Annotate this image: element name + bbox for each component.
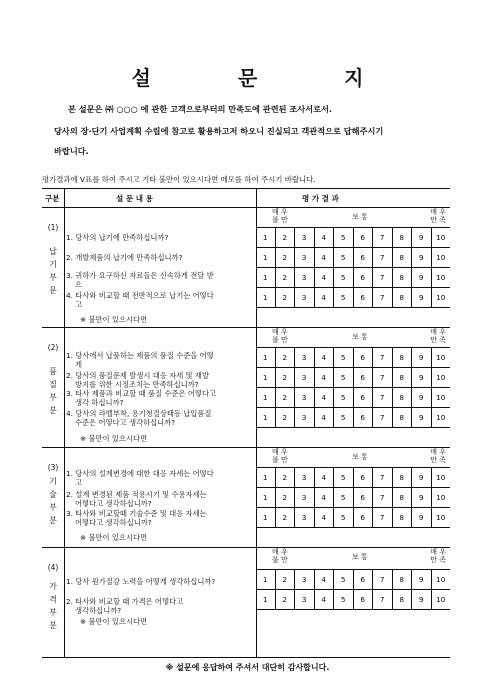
- rating-option-9[interactable]: 9: [411, 268, 431, 287]
- question-line: 2. 개발제품의 납기에 만족하십니까?: [66, 253, 183, 262]
- rating-option-3[interactable]: 3: [294, 408, 314, 427]
- rating-option-10[interactable]: 10: [431, 288, 451, 307]
- rating-option-1[interactable]: 1: [262, 413, 268, 422]
- question-line: 1. 당사 원가절감 노력을 어떻게 생각하십니까?: [66, 577, 216, 586]
- rating-option-1[interactable]: 1: [262, 513, 268, 522]
- rating-option-4[interactable]: 4: [314, 488, 334, 507]
- rating-option-3[interactable]: 3: [294, 368, 314, 387]
- rating-option-9[interactable]: 9: [411, 590, 431, 609]
- rating-option-1[interactable]: 1: [262, 273, 268, 282]
- rating-option-9[interactable]: 9: [411, 468, 431, 487]
- rating-option-4[interactable]: 4: [314, 388, 334, 407]
- rating-option-2[interactable]: 2: [275, 488, 295, 507]
- rating-option-5[interactable]: 5: [333, 248, 353, 267]
- section-name: [42, 580, 64, 632]
- rating-option-1[interactable]: 1: [262, 393, 268, 402]
- rating-option-4[interactable]: 4: [314, 348, 334, 367]
- scale-high-2: 만 족: [430, 336, 446, 344]
- rating-option-3[interactable]: 3: [294, 508, 314, 527]
- rating-option-8[interactable]: 8: [392, 570, 412, 589]
- rating-row: [256, 467, 450, 487]
- question-text: [66, 371, 254, 389]
- rating-option-9[interactable]: 9: [411, 408, 431, 427]
- question-line: 으: [75, 280, 83, 289]
- scale-high-label: [430, 448, 446, 464]
- question-line: 1. 당사의 납기에 만족하십니까?: [66, 233, 169, 242]
- rating-option-6[interactable]: 6: [353, 570, 373, 589]
- rating-option-6[interactable]: 6: [353, 248, 373, 267]
- rating-option-5[interactable]: 5: [333, 388, 353, 407]
- question-text: [66, 389, 254, 407]
- header-content: 설 문 내 용: [116, 194, 153, 203]
- question-line: 1. 당사의 설계변경에 대한 대응 자세는 어떻다: [66, 469, 214, 478]
- rating-option-8[interactable]: 8: [392, 368, 412, 387]
- section-2: [42, 327, 450, 448]
- scale-header: [256, 547, 450, 567]
- section-name-char: 부: [49, 273, 57, 282]
- section-3: [42, 447, 450, 548]
- scale-high-1: 매 우: [430, 208, 446, 216]
- question-text: [66, 490, 254, 508]
- rating-option-1[interactable]: 1: [262, 595, 268, 604]
- section-name-char: 부: [49, 393, 57, 402]
- rating-option-4[interactable]: 4: [314, 268, 334, 287]
- rating-option-7[interactable]: 7: [372, 590, 392, 609]
- rating-option-8[interactable]: 8: [392, 408, 412, 427]
- complaint-note: ※ 불만이 있으시다면: [80, 617, 148, 626]
- rating-option-3[interactable]: 3: [294, 570, 314, 589]
- question-line: 어떻다고 생각하십니까?: [75, 499, 152, 508]
- scale-mid-label: 보 통: [352, 213, 368, 221]
- rating-option-2[interactable]: 2: [275, 508, 295, 527]
- rating-row: [256, 589, 450, 610]
- column-divider-2: [256, 189, 257, 657]
- question-line: 생각 하십니까?: [75, 398, 124, 407]
- complaint-note: ※ 불만이 있으시다면: [80, 315, 148, 324]
- rating-option-10[interactable]: 10: [431, 570, 451, 589]
- question-text: [66, 577, 254, 586]
- rating-option-7[interactable]: 7: [372, 468, 392, 487]
- section-name-char: 부: [49, 608, 57, 617]
- question-text: [66, 409, 254, 427]
- scale-low-label: [272, 448, 288, 464]
- rating-option-10[interactable]: 10: [431, 268, 451, 287]
- section-name: [42, 475, 64, 527]
- scale-low-1: 매 우: [272, 208, 288, 216]
- section-number: (4): [47, 563, 59, 572]
- scale-low-2: 불 만: [272, 336, 288, 344]
- rating-row: [256, 347, 450, 367]
- rating-option-2[interactable]: 2: [275, 468, 295, 487]
- question-line: 2. 당사의 품질문제 발생시 대응 자세 및 재발: [66, 371, 210, 380]
- scale-high-2: 만 족: [430, 456, 446, 464]
- scale-low-label: [272, 328, 288, 344]
- question-text: [66, 271, 254, 289]
- scale-low-label: [272, 548, 288, 564]
- section-1: [42, 207, 450, 328]
- question-line: 3. 타사 제품과 비교할 때 품질 수준은 어떻다고: [66, 389, 217, 398]
- rating-row: [256, 487, 450, 507]
- survey-table: [42, 188, 450, 658]
- scale-low-1: 매 우: [272, 448, 288, 456]
- section-name-char: 문: [49, 286, 57, 295]
- rating-option-6[interactable]: 6: [353, 348, 373, 367]
- scale-low-2: 불 만: [272, 456, 288, 464]
- question-line: 게: [75, 360, 83, 369]
- question-line: 수준은 어떻다고 생각하십니까?: [75, 418, 176, 427]
- scale-high-label: [430, 208, 446, 224]
- rating-option-1[interactable]: 1: [262, 293, 268, 302]
- rating-option-2[interactable]: 2: [275, 248, 295, 267]
- rating-option-9[interactable]: 9: [411, 570, 431, 589]
- rating-option-8[interactable]: 8: [392, 388, 412, 407]
- rating-row: [256, 247, 450, 267]
- rating-option-5[interactable]: 5: [333, 268, 353, 287]
- rating-option-9[interactable]: 9: [411, 368, 431, 387]
- rating-option-5[interactable]: 5: [333, 288, 353, 307]
- rating-option-9[interactable]: 9: [411, 388, 431, 407]
- rating-option-10[interactable]: 10: [431, 388, 451, 407]
- question-line: 고: [75, 478, 83, 487]
- rating-option-7[interactable]: 7: [372, 508, 392, 527]
- rating-option-1[interactable]: 1: [262, 353, 268, 362]
- rating-option-3[interactable]: 3: [294, 348, 314, 367]
- rating-option-1[interactable]: 1: [262, 373, 268, 382]
- intro-line-3: 바랍니다.: [54, 146, 89, 156]
- rating-option-7[interactable]: 7: [372, 368, 392, 387]
- question-text: [66, 469, 254, 487]
- rating-option-6[interactable]: 6: [353, 508, 373, 527]
- rating-option-4[interactable]: 4: [314, 570, 334, 589]
- scale-high-2: 만 족: [430, 216, 446, 224]
- rating-row: [256, 569, 450, 589]
- rating-option-7[interactable]: 7: [372, 268, 392, 287]
- rating-option-7[interactable]: 7: [372, 488, 392, 507]
- rating-option-8[interactable]: 8: [392, 228, 412, 247]
- section-number: (1): [47, 223, 59, 232]
- section-4: [42, 547, 450, 658]
- rating-row: [256, 507, 450, 528]
- rating-option-9[interactable]: 9: [411, 508, 431, 527]
- rating-option-3[interactable]: 3: [294, 388, 314, 407]
- rating-option-7[interactable]: 7: [372, 288, 392, 307]
- section-name-char: 가: [49, 582, 57, 591]
- question-line: 어떻다고 생각하십니까?: [75, 518, 152, 527]
- rating-option-4[interactable]: 4: [314, 248, 334, 267]
- intro-line-1: 본 설문은 ㈜ ○○○ 에 관한 고객으로부터의 만족도에 관련된 조사서로서.: [68, 104, 333, 114]
- scale-header: [256, 447, 450, 467]
- page-title: 설 문 지: [131, 66, 404, 90]
- section-name-char: 술: [49, 490, 57, 499]
- question-text: [66, 351, 254, 369]
- question-line: 생각하십니까?: [75, 606, 122, 615]
- rating-option-10[interactable]: 10: [431, 508, 451, 527]
- rating-row: [256, 367, 450, 387]
- column-divider-1: [64, 189, 65, 657]
- rating-row: [256, 227, 450, 247]
- rating-option-6[interactable]: 6: [353, 268, 373, 287]
- rating-option-10[interactable]: 10: [431, 248, 451, 267]
- rating-option-4[interactable]: 4: [314, 468, 334, 487]
- question-line: 방지를 위한 시정조치는 만족하십니까?: [75, 380, 199, 389]
- rating-option-5[interactable]: 5: [333, 508, 353, 527]
- scale-header: [256, 207, 450, 227]
- section-name-char: 분: [49, 516, 57, 525]
- rating-option-10[interactable]: 10: [431, 590, 451, 609]
- rating-option-2[interactable]: 2: [275, 368, 295, 387]
- section-name-char: 기: [49, 260, 57, 269]
- rating-option-3[interactable]: 3: [294, 248, 314, 267]
- intro-line-2: 당사의 장·단기 사업계획 수립에 참고로 활용하고저 하오니 진실되고 객관적으로 답해주시기: [54, 126, 384, 136]
- rating-option-8[interactable]: 8: [392, 268, 412, 287]
- question-text: [66, 509, 254, 527]
- rating-option-3[interactable]: 3: [294, 488, 314, 507]
- rating-option-10[interactable]: 10: [431, 228, 451, 247]
- rating-option-10[interactable]: 10: [431, 348, 451, 367]
- question-line: 4. 당사의 라벨부착, 용기청결상태등 납입품질: [66, 409, 212, 418]
- scale-low-label: [272, 208, 288, 224]
- scale-low-1: 매 우: [272, 328, 288, 336]
- rating-option-2[interactable]: 2: [275, 388, 295, 407]
- rating-option-10[interactable]: 10: [431, 408, 451, 427]
- rating-option-5[interactable]: 5: [333, 488, 353, 507]
- scale-mid-label: 보 통: [352, 453, 368, 461]
- rating-option-2[interactable]: 2: [275, 288, 295, 307]
- rating-option-2[interactable]: 2: [275, 590, 295, 609]
- scale-mid-label: 보 통: [352, 553, 368, 561]
- complaint-note: ※ 불만이 있으시다면: [80, 533, 148, 542]
- rating-option-5[interactable]: 5: [333, 468, 353, 487]
- rating-option-5[interactable]: 5: [333, 348, 353, 367]
- scale-header: [256, 327, 450, 347]
- header-category: 구분: [45, 194, 60, 203]
- scale-low-1: 매 우: [272, 548, 288, 556]
- section-name-char: 품: [49, 367, 57, 376]
- footer-thanks: ※ 설문에 응답하여 주셔서 대단히 감사합니다.: [165, 663, 330, 672]
- section-name-char: 부: [49, 503, 57, 512]
- rating-option-6[interactable]: 6: [353, 228, 373, 247]
- section-name-char: 분: [49, 406, 57, 415]
- rating-option-4[interactable]: 4: [314, 368, 334, 387]
- question-line: 3. 타사와 비교할때 기술수준 및 대응 자세는: [66, 509, 207, 518]
- rating-option-3[interactable]: 3: [294, 288, 314, 307]
- rating-option-4[interactable]: 4: [314, 288, 334, 307]
- question-text: [66, 291, 254, 309]
- rating-option-4[interactable]: 4: [314, 590, 334, 609]
- section-name: [42, 245, 64, 297]
- section-number: (3): [47, 463, 59, 472]
- header-evaluation: 평 가 결 과: [302, 194, 339, 203]
- rating-option-8[interactable]: 8: [392, 488, 412, 507]
- rating-option-3[interactable]: 3: [294, 590, 314, 609]
- rating-option-5[interactable]: 5: [333, 228, 353, 247]
- section-number: (2): [47, 343, 59, 352]
- rating-option-9[interactable]: 9: [411, 348, 431, 367]
- rating-option-1[interactable]: 1: [262, 493, 268, 502]
- rating-option-3[interactable]: 3: [294, 228, 314, 247]
- section-name-char: 납: [49, 247, 57, 256]
- rating-option-3[interactable]: 3: [294, 268, 314, 287]
- rating-option-2[interactable]: 2: [275, 570, 295, 589]
- rating-option-9[interactable]: 9: [411, 248, 431, 267]
- scale-high-label: [430, 548, 446, 564]
- rating-option-7[interactable]: 7: [372, 348, 392, 367]
- rating-row: [256, 267, 450, 287]
- rating-option-6[interactable]: 6: [353, 288, 373, 307]
- rating-option-8[interactable]: 8: [392, 508, 412, 527]
- section-name-char: 기: [49, 477, 57, 486]
- rating-option-6[interactable]: 6: [353, 488, 373, 507]
- rating-option-7[interactable]: 7: [372, 570, 392, 589]
- rating-option-10[interactable]: 10: [431, 468, 451, 487]
- question-line: 2. 타사와 비교할 때 가격은 어떻다고: [66, 597, 184, 606]
- rating-option-6[interactable]: 6: [353, 590, 373, 609]
- rating-option-8[interactable]: 8: [392, 288, 412, 307]
- instruction-text: 평가결과에 V표를 하여 주시고 기타 불만이 있으시다면 메모를 하여 주시기 바랍니다.: [42, 175, 316, 184]
- section-name: [42, 365, 64, 417]
- rating-option-6[interactable]: 6: [353, 468, 373, 487]
- scale-high-label: [430, 328, 446, 344]
- rating-option-5[interactable]: 5: [333, 570, 353, 589]
- rating-option-8[interactable]: 8: [392, 590, 412, 609]
- section-name-char: 분: [49, 621, 57, 630]
- rating-option-5[interactable]: 5: [333, 408, 353, 427]
- question-line: 1. 당사에서 납품하는 제품의 품질 수준을 어떻: [66, 351, 214, 360]
- rating-option-4[interactable]: 4: [314, 508, 334, 527]
- scale-high-1: 매 우: [430, 548, 446, 556]
- rating-option-2[interactable]: 2: [275, 228, 295, 247]
- rating-option-1[interactable]: 1: [262, 575, 268, 584]
- rating-option-3[interactable]: 3: [294, 468, 314, 487]
- rating-option-5[interactable]: 5: [333, 368, 353, 387]
- scale-high-1: 매 우: [430, 448, 446, 456]
- rating-option-7[interactable]: 7: [372, 228, 392, 247]
- question-line: 3. 귀하가 요구하신 자료들은 신속하게 전달 받: [66, 271, 214, 280]
- question-line: 고: [75, 300, 83, 309]
- rating-option-9[interactable]: 9: [411, 488, 431, 507]
- question-line: 2. 설계 변경된 제품 적용시기 및 수용자세는: [66, 490, 207, 499]
- section-name-char: 격: [49, 595, 57, 604]
- rating-option-5[interactable]: 5: [333, 590, 353, 609]
- rating-option-2[interactable]: 2: [275, 268, 295, 287]
- rating-option-8[interactable]: 8: [392, 248, 412, 267]
- rating-option-10[interactable]: 10: [431, 368, 451, 387]
- table-header: [42, 189, 450, 208]
- question-text: [66, 233, 254, 242]
- rating-option-6[interactable]: 6: [353, 388, 373, 407]
- rating-option-6[interactable]: 6: [353, 408, 373, 427]
- question-line: 4. 타사와 비교할 때 전반적으로 납기는 어떻다: [66, 291, 214, 300]
- rating-row: [256, 407, 450, 428]
- section-name-char: 질: [49, 380, 57, 389]
- question-text: [66, 253, 254, 262]
- rating-row: [256, 287, 450, 308]
- complaint-note: ※ 불만이 있으시다면: [80, 434, 148, 443]
- rating-option-1[interactable]: 1: [262, 233, 268, 242]
- rating-option-7[interactable]: 7: [372, 248, 392, 267]
- rating-option-2[interactable]: 2: [275, 408, 295, 427]
- rating-option-4[interactable]: 4: [314, 228, 334, 247]
- rating-option-8[interactable]: 8: [392, 468, 412, 487]
- scale-high-1: 매 우: [430, 328, 446, 336]
- rating-option-2[interactable]: 2: [275, 348, 295, 367]
- rating-row: [256, 387, 450, 407]
- question-text: [66, 597, 254, 615]
- rating-option-1[interactable]: 1: [262, 253, 268, 262]
- scale-low-2: 불 만: [272, 216, 288, 224]
- rating-option-7[interactable]: 7: [372, 408, 392, 427]
- rating-option-4[interactable]: 4: [314, 408, 334, 427]
- rating-option-8[interactable]: 8: [392, 348, 412, 367]
- rating-option-9[interactable]: 9: [411, 288, 431, 307]
- rating-option-7[interactable]: 7: [372, 388, 392, 407]
- rating-option-9[interactable]: 9: [411, 228, 431, 247]
- scale-high-2: 만 족: [430, 556, 446, 564]
- scale-mid-label: 보 통: [352, 333, 368, 341]
- rating-option-1[interactable]: 1: [262, 473, 268, 482]
- rating-option-6[interactable]: 6: [353, 368, 373, 387]
- rating-option-10[interactable]: 10: [431, 488, 451, 507]
- scale-low-2: 불 만: [272, 556, 288, 564]
